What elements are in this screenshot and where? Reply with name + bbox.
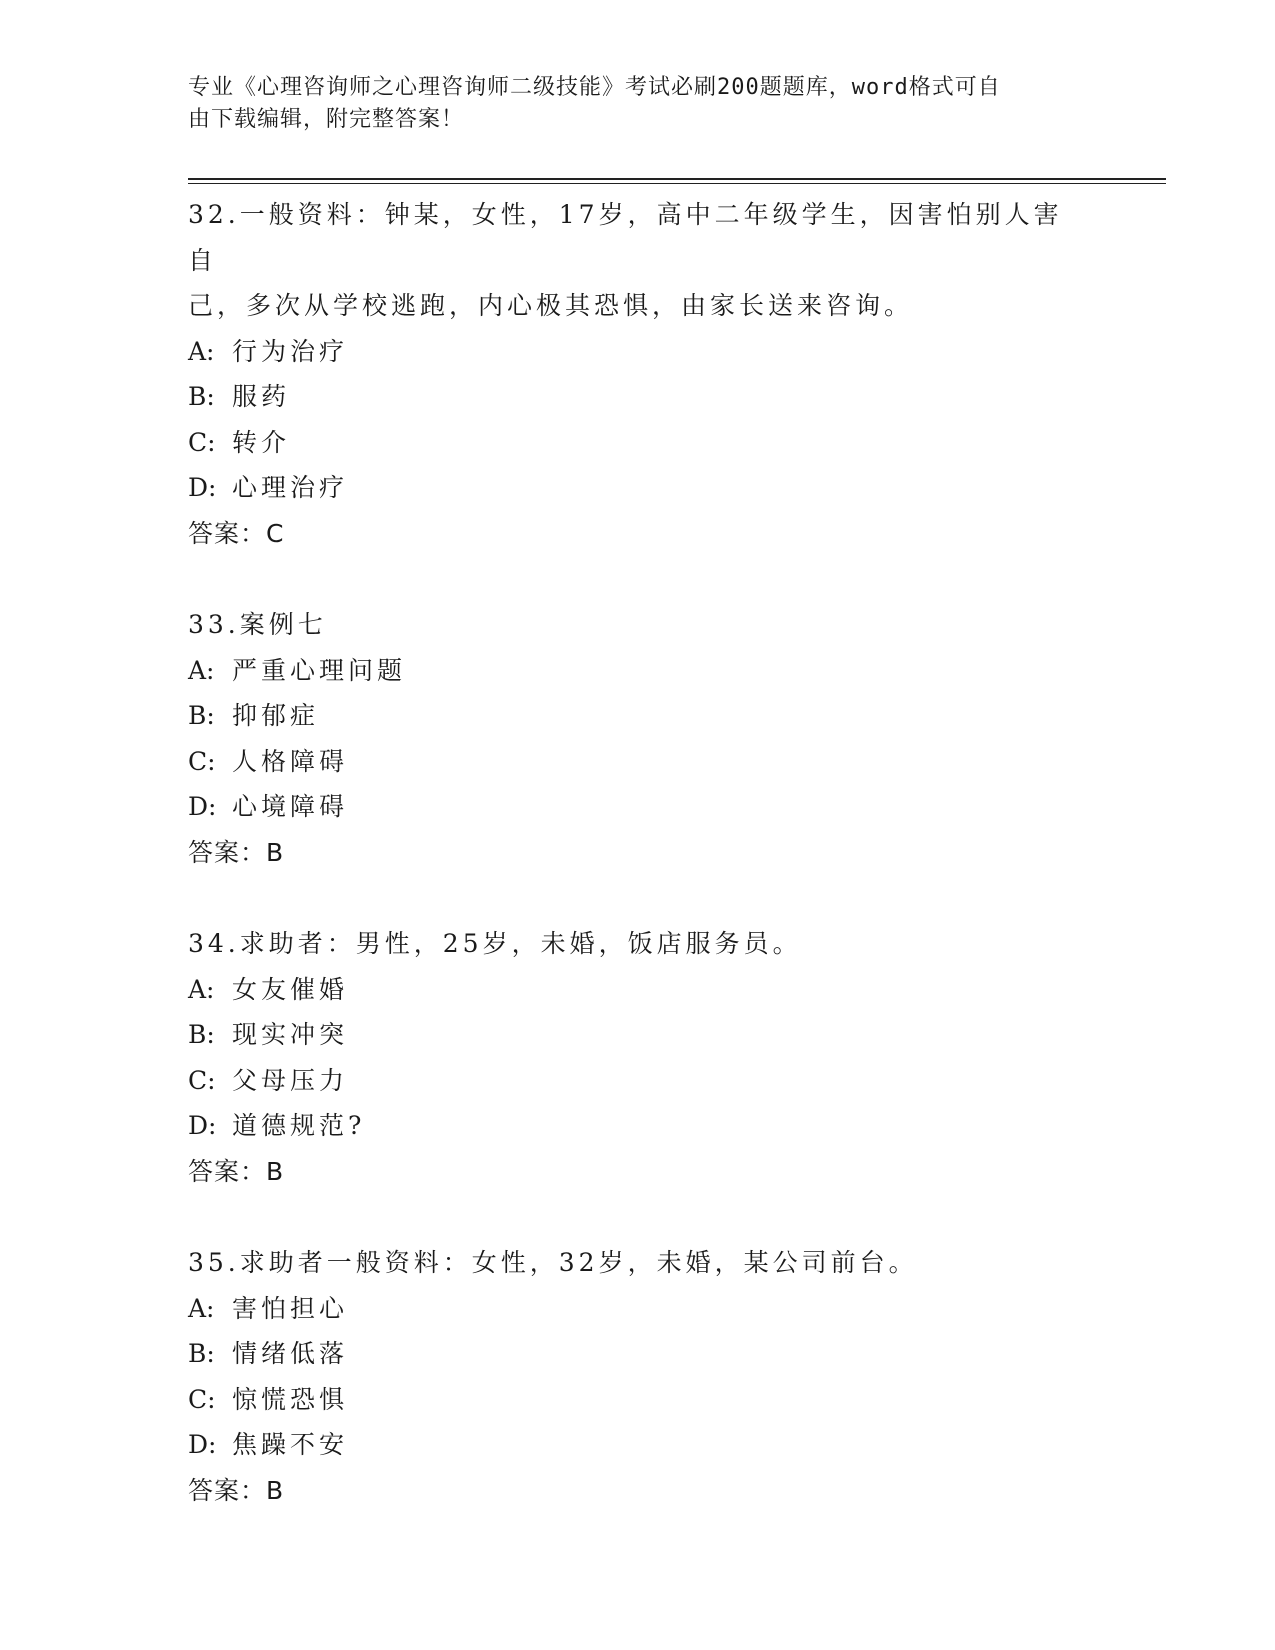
question-stem: [188, 921, 1088, 967]
option-letter: A:: [188, 655, 215, 685]
question-stem-line: 33.案例七: [188, 610, 327, 639]
header-line-2: 由下载编辑，附完整答案！: [188, 107, 465, 132]
question-stem-line: 34.求助者：男性，25岁，未婚，饭店服务员。: [188, 929, 802, 958]
question-stem: [188, 192, 1088, 329]
header-line-1: 专业《心理咨询师之心理咨询师二级技能》考试必刷200题题库，word格式可自: [188, 75, 1001, 100]
header-divider-thin: [188, 183, 1166, 184]
option-letter: C:: [188, 1065, 216, 1095]
option-b: [188, 374, 1088, 420]
question-stem-line: 己，多次从学校逃跑，内心极其恐惧，由家长送来咨询。: [188, 291, 914, 320]
option-text: 害怕担心: [232, 1293, 349, 1323]
option-text: 服药: [232, 382, 291, 411]
option-d: [188, 784, 1088, 830]
option-text: 行为治疗: [232, 336, 349, 366]
question-stem-line: 35.求助者一般资料：女性，32岁，未婚，某公司前台。: [188, 1248, 918, 1277]
option-b: [188, 1012, 1088, 1058]
option-d: [188, 1103, 1088, 1149]
option-letter: B:: [188, 701, 215, 730]
option-text: 现实冲突: [232, 1020, 349, 1049]
option-text: 心理治疗: [232, 473, 349, 502]
option-text: 人格障碍: [232, 746, 349, 776]
option-letter: D:: [188, 1430, 217, 1459]
question-stem-line: 32.一般资料：钟某，女性，17岁，高中二年级学生，因害怕别人害自: [188, 200, 1063, 275]
option-letter: B:: [188, 1339, 215, 1368]
option-a: [188, 1286, 1088, 1332]
option-text: 焦躁不安: [232, 1430, 349, 1459]
question-stem: [188, 602, 1088, 648]
answer-line: 答案：C: [188, 518, 285, 548]
option-a: [188, 967, 1088, 1013]
option-letter: A:: [188, 336, 215, 366]
option-text: 女友催婚: [232, 974, 349, 1004]
option-text: 抑郁症: [232, 701, 320, 730]
option-a: [188, 329, 1088, 375]
option-d: [188, 1422, 1088, 1468]
option-letter: D:: [188, 1111, 217, 1140]
option-c: [188, 1377, 1088, 1423]
option-b: [188, 1331, 1088, 1377]
option-a: [188, 648, 1088, 694]
question-35: [188, 1240, 1088, 1513]
option-letter: A:: [188, 974, 215, 1004]
option-c: [188, 1058, 1088, 1104]
option-letter: B:: [188, 1020, 215, 1049]
option-c: [188, 420, 1088, 466]
answer-line: 答案：B: [188, 1156, 285, 1186]
option-c: [188, 739, 1088, 785]
document-header: [188, 72, 1088, 136]
option-text: 道德规范?: [232, 1111, 366, 1140]
option-letter: C:: [188, 427, 216, 457]
option-letter: D:: [188, 473, 217, 502]
option-b: [188, 693, 1088, 739]
answer-line: 答案：B: [188, 1475, 285, 1505]
option-text: 惊慌恐惧: [232, 1384, 349, 1414]
header-divider-thick: [188, 178, 1166, 180]
option-letter: B:: [188, 382, 215, 411]
question-33: [188, 602, 1088, 875]
question-stem: [188, 1240, 1088, 1286]
option-text: 情绪低落: [232, 1339, 349, 1368]
question-list: [188, 192, 1088, 1559]
option-d: [188, 465, 1088, 511]
option-letter: A:: [188, 1293, 215, 1323]
option-text: 转介: [232, 427, 291, 457]
option-letter: C:: [188, 746, 216, 776]
question-32: [188, 192, 1088, 556]
option-letter: D:: [188, 792, 217, 821]
option-letter: C:: [188, 1384, 216, 1414]
answer-line: 答案：B: [188, 837, 285, 867]
option-text: 严重心理问题: [232, 655, 407, 685]
option-text: 心境障碍: [232, 792, 349, 821]
option-text: 父母压力: [232, 1065, 349, 1095]
question-34: [188, 921, 1088, 1194]
